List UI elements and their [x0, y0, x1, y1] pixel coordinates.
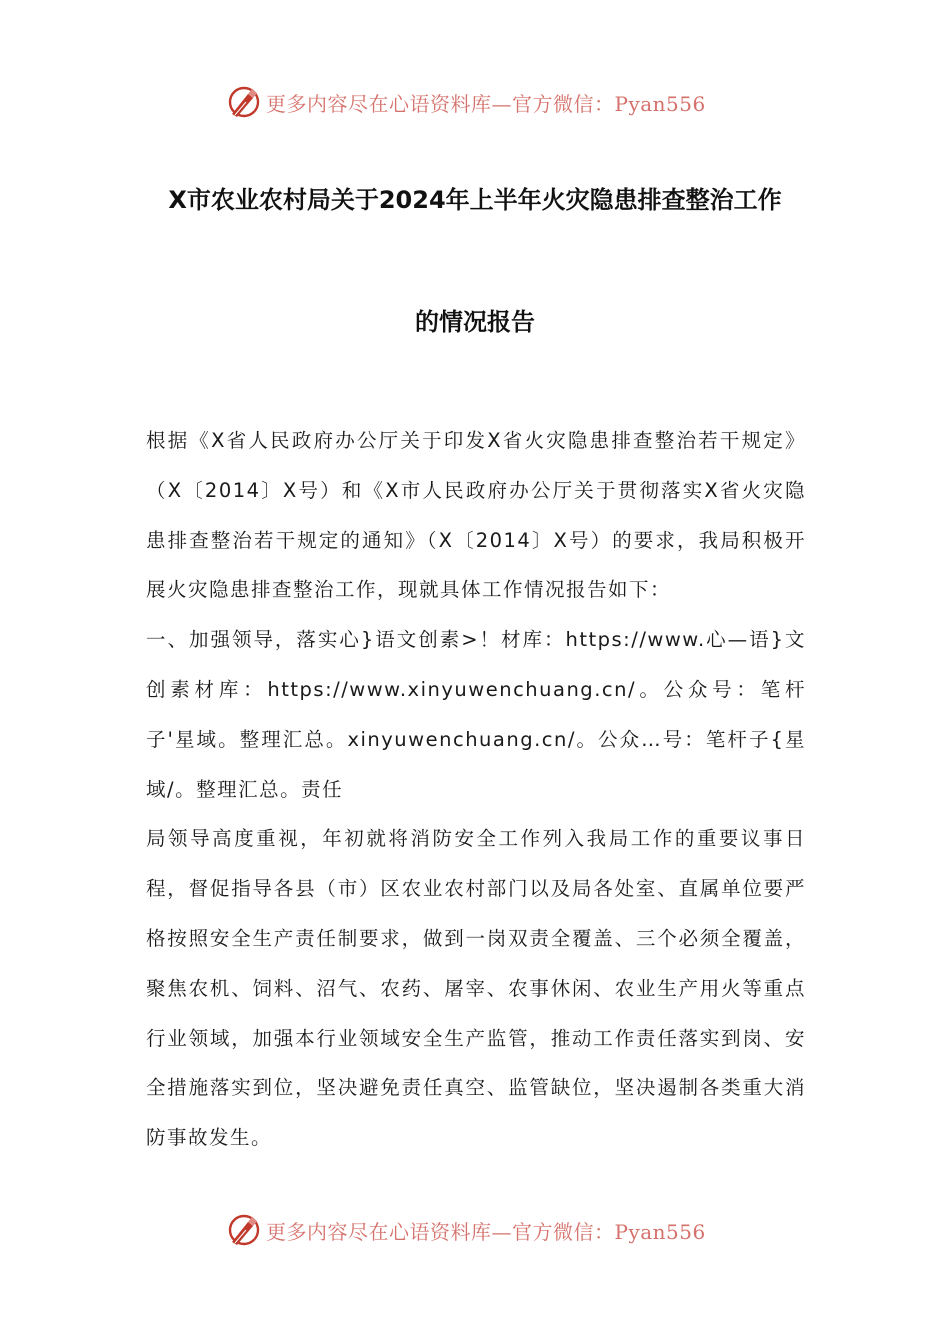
paragraph-section-1-heading: 一、加强领导，落实心}语文创素>！材库：https://www.心—语}文创素材库：https://www.xinyuwenchuang.cn/。公众号：笔杆子'星域。整理汇总。xinyuwenchuang.cn/。公众…号：笔杆子{星域/。整理汇总。责任 — [146, 628, 806, 801]
header-banner-text: 更多内容尽在心语资料库—官方微信：Pyan556 — [266, 91, 706, 116]
paragraph-section-1-body: 局领导高度重视，年初就将消防安全工作列入我局工作的重要议事日程，督促指导各县（市）区农业农村部门以及局各处室、直属单位要严格按照安全生产责任制要求，做到一岗双责全覆盖、三个必须全覆盖，聚焦农机、饲料、沼气、农药、屠宰、农事休闲、农业生产用火等重点行业领域，加强本行业领域安全生产监管，推动工作责任落实到岗、安全措施落实到位，坚决避免责任真空、监管缺位，坚决遏制各类重大消防事故发生。 — [146, 827, 806, 1150]
title-line-2: 的情况报告 — [415, 308, 535, 336]
pen-nib-circle-icon — [226, 84, 262, 120]
paragraph-intro: 根据《X省人民政府办公厅关于印发X省火灾隐患排查整治若干规定》（X〔2014〕X号）和《X市人民政府办公厅关于贯彻落实X省火灾隐患排查整治若干规定的通知》（X〔2014〕X号）的要求，我局积极开展火灾隐患排查整治工作，现就具体工作情况报告如下： — [146, 429, 806, 602]
footer-banner — [226, 1210, 746, 1250]
document-body — [146, 416, 806, 1163]
header-banner — [226, 82, 746, 122]
title-line-1: X市农业农村局关于2024年上半年火灾隐患排查整治工作 — [168, 186, 782, 214]
pen-nib-circle-icon — [226, 1212, 262, 1248]
footer-banner-text: 更多内容尽在心语资料库—官方微信：Pyan556 — [266, 1219, 706, 1244]
